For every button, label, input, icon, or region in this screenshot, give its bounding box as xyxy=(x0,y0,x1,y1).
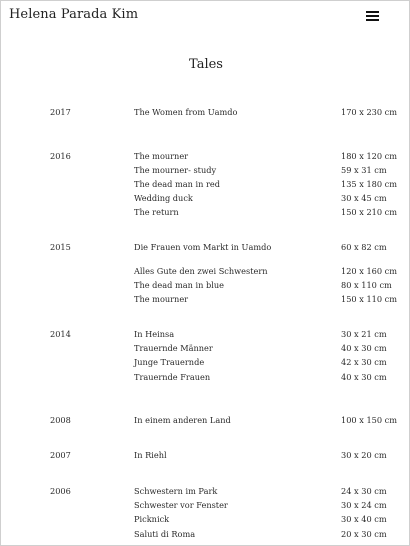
menu-bar xyxy=(366,19,379,21)
work-row xyxy=(1,370,410,384)
work-row xyxy=(1,264,410,278)
work-size: 30 x 40 cm xyxy=(341,514,387,524)
work-size: 135 x 180 cm xyxy=(341,179,398,189)
work-title[interactable]: The mourner xyxy=(134,151,189,161)
work-size: 20 x 30 cm xyxy=(341,529,387,539)
work-row xyxy=(1,149,410,163)
hamburger-menu-icon[interactable] xyxy=(366,10,380,23)
work-size: 100 x 150 cm xyxy=(341,415,398,425)
work-size: 59 x 31 cm xyxy=(341,165,387,175)
work-title[interactable]: The mourner xyxy=(134,294,189,304)
work-title[interactable]: The dead man in red xyxy=(134,179,221,189)
work-row xyxy=(1,177,410,191)
work-row xyxy=(1,292,410,306)
work-size: 150 x 210 cm xyxy=(341,207,398,217)
work-size: 40 x 30 cm xyxy=(341,372,387,382)
work-title[interactable]: In einem anderen Land xyxy=(134,415,231,425)
work-title[interactable]: Alles Gute den zwei Schwestern xyxy=(134,266,268,276)
work-title[interactable]: In Riehl xyxy=(134,450,167,460)
work-title[interactable]: Junge Trauernde xyxy=(134,357,205,367)
work-row xyxy=(1,498,410,512)
work-row xyxy=(1,205,410,219)
work-row xyxy=(1,512,410,526)
work-title[interactable]: Trauernde Männer xyxy=(134,343,213,353)
work-size: 30 x 21 cm xyxy=(341,329,387,339)
page-title: Tales xyxy=(189,57,223,72)
work-row xyxy=(1,527,410,541)
work-row xyxy=(1,191,410,205)
year-label: 2008 xyxy=(50,415,71,425)
menu-bar xyxy=(366,11,379,13)
work-title[interactable]: Wedding duck xyxy=(134,193,193,203)
work-row xyxy=(1,327,410,341)
work-size: 170 x 230 cm xyxy=(341,107,398,117)
work-size: 120 x 160 cm xyxy=(341,266,398,276)
work-size: 180 x 120 cm xyxy=(341,151,398,161)
work-row xyxy=(1,355,410,369)
work-size: 30 x 45 cm xyxy=(341,193,387,203)
year-label: 2015 xyxy=(50,242,71,252)
work-title[interactable]: Schwestern im Park xyxy=(134,486,218,496)
year-label: 2006 xyxy=(50,486,71,496)
work-title[interactable]: Picknick xyxy=(134,514,170,524)
year-label: 2007 xyxy=(50,450,71,460)
work-title[interactable]: The mourner- study xyxy=(134,165,217,175)
work-size: 42 x 30 cm xyxy=(341,357,387,367)
work-size: 30 x 20 cm xyxy=(341,450,387,460)
year-label: 2014 xyxy=(50,329,71,339)
year-label: 2017 xyxy=(50,107,71,117)
work-size: 150 x 110 cm xyxy=(341,294,398,304)
site-title[interactable]: Helena Parada Kim xyxy=(9,7,139,22)
work-title[interactable]: Schwester vor Fenster xyxy=(134,500,228,510)
work-title[interactable]: Trauernde Frauen xyxy=(134,372,211,382)
work-title[interactable]: The return xyxy=(134,207,179,217)
work-row xyxy=(1,341,410,355)
year-label: 2016 xyxy=(50,151,71,161)
work-size: 60 x 82 cm xyxy=(341,242,387,252)
work-title[interactable]: In Heinsa xyxy=(134,329,175,339)
work-row xyxy=(1,278,410,292)
work-row xyxy=(1,413,410,427)
work-title[interactable]: The dead man in blue xyxy=(134,280,224,290)
work-row xyxy=(1,240,410,254)
work-title[interactable]: Die Frauen vom Markt in Uamdo xyxy=(134,242,272,252)
work-size: 24 x 30 cm xyxy=(341,486,387,496)
work-title[interactable]: Saluti di Roma xyxy=(134,529,196,539)
work-title[interactable]: The Women from Uamdo xyxy=(134,107,238,117)
menu-bar xyxy=(366,15,379,17)
work-row xyxy=(1,484,410,498)
work-size: 30 x 24 cm xyxy=(341,500,387,510)
work-row xyxy=(1,448,410,462)
work-row xyxy=(1,105,410,119)
work-size: 80 x 110 cm xyxy=(341,280,392,290)
work-size: 40 x 30 cm xyxy=(341,343,387,353)
work-row xyxy=(1,163,410,177)
